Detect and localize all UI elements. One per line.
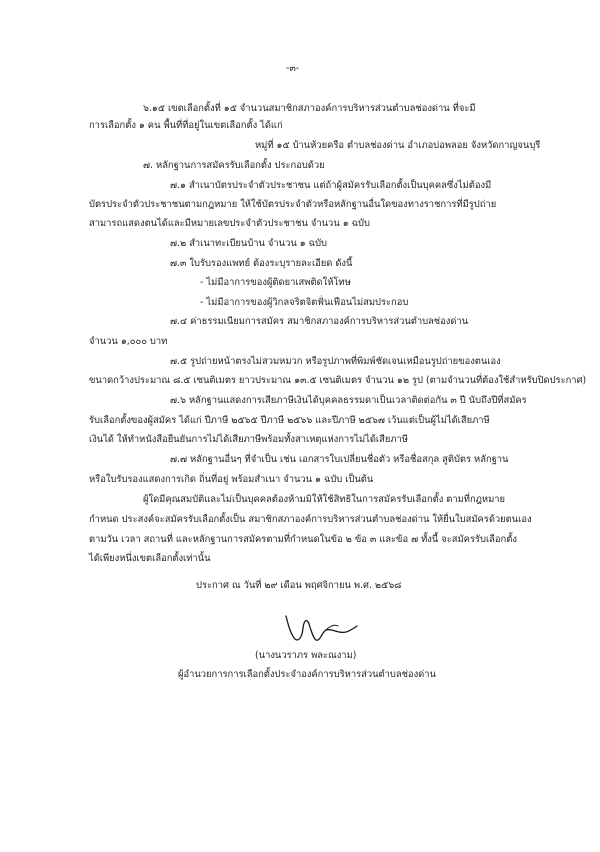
item-7-5-line-2: ขนาดกว้างประมาณ ๘.๕ เซนติเมตร ยาวประมาณ ๑๓.๕ เซนติเมตร จำนวน ๑๒ รูป (ตามจำนวนที่ต้องใช้สำหรับปิดประกาศ) <box>89 375 587 386</box>
item-7-7-line-1: ๗.๗ หลักฐานอื่นๆ ที่จำเป็น เช่น เอกสารใบเปลี่ยนชื่อตัว หรือชื่อสกุล สูติบัตร หลักฐาน <box>170 454 509 465</box>
signature <box>280 608 360 646</box>
item-7-5-line-1: ๗.๕ รูปถ่ายหน้าตรงไม่สวมหมวก หรือรูปภาพที่พิมพ์ชัดเจนเหมือนรูปถ่ายของตนเอง <box>170 356 501 367</box>
item-7-3: ๗.๓ ใบรับรองแพทย์ ต้องระบุรายละเอียด ดังนี้ <box>170 258 353 269</box>
item-7-4-line-1: ๗.๔ ค่าธรรมเนียมการสมัคร สมาชิกสภาองค์การบริหารส่วนตำบลช่องด่าน <box>170 316 469 327</box>
item-7-6-line-2: รับเลือกตั้งของผู้สมัคร ได้แก่ ปีภาษี ๒๕๖๕ ปีภาษี ๒๕๖๖ และปีภาษี ๒๕๖๗ เว้นแต่เป็นผู้ไม่ได้เสียภาษี <box>89 415 490 426</box>
signatory-title: ผู้อำนวยการการเลือกตั้งประจำองค์การบริหารส่วนตำบลช่องด่าน <box>178 669 436 680</box>
item-7-1-line-1: ๗.๑ สำเนาบัตรประจำตัวประชาชน แต่ถ้าผู้สมัครรับเลือกตั้งเป็นบุคคลซึ่งไม่ต้องมี <box>170 180 492 191</box>
item-7-3-sub-1: - ไม่มีอาการของผู้ติดยาเสพติดให้โทษ <box>200 277 351 288</box>
item-7-7-line-2: หรือใบรับรองแสดงการเกิด ถิ่นที่อยู่ พร้อมสำเนา จำนวน ๑ ฉบับ เป็นต้น <box>89 474 374 485</box>
announcement-date: ประกาศ ณ วันที่ ๒๙ เดือน พฤศจิกายน พ.ศ. ๒๕๖๘ <box>196 580 402 591</box>
item-7-4-line-2: จำนวน ๑,๐๐๐ บาท <box>89 336 168 347</box>
item-7-1-line-3: สามารถแสดงตนได้และมีหมายเลขประจำตัวประชาชน จำนวน ๑ ฉบับ <box>89 218 370 229</box>
paragraph-6-15-line-1: ๖.๑๕ เขตเลือกตั้งที่ ๑๕ จำนวนสมาชิกสภาองค์การบริหารส่วนตำบลช่องด่าน ที่จะมี <box>143 103 476 114</box>
closing-paragraph-line-3: ตามวัน เวลา สถานที่ และหลักฐานการสมัครตามที่กำหนดในข้อ ๒ ข้อ ๓ และข้อ ๗ ทั้งนี้ จะสมัครรับเลือกตั้ง <box>89 534 517 545</box>
item-7-2: ๗.๒ สำเนาทะเบียนบ้าน จำนวน ๑ ฉบับ <box>170 238 327 249</box>
item-7-1-line-2: บัตรประจำตัวประชาชนตามกฎหมาย ให้ใช้บัตรประจำตัวหรือหลักฐานอื่นใดของทางราชการที่มีรูปถ่าย <box>89 199 497 210</box>
signatory-name: (นางนวราภร พละณงาม) <box>255 650 357 661</box>
item-7-6-line-3: เงินได้ ให้ทำหนังสือยืนยันการไม่ได้เสียภาษีพร้อมทั้งสาเหตุแห่งการไม่ได้เสียภาษี <box>89 434 408 445</box>
closing-paragraph-line-4: ได้เพียงหนึ่งเขตเลือกตั้งเท่านั้น <box>89 553 211 564</box>
item-7-6-line-1: ๗.๖ หลักฐานแสดงการเสียภาษีเงินได้บุคคลธรรมดาเป็นเวลาติดต่อกัน ๓ ปี นับถึงปีที่สมัคร <box>170 395 527 406</box>
closing-paragraph-line-2: กำหนด ประสงค์จะสมัครรับเลือกตั้งเป็น สมาชิกสภาองค์การบริหารส่วนตำบลช่องด่าน ให้ยื่นใบสมัครด้วยตนเอง <box>89 514 532 525</box>
paragraph-6-15-line-3: หมู่ที่ ๑๕ บ้านห้วยครือ ตำบลช่องด่าน อำเภอบ่อพลอย จังหวัดกาญจนบุรี <box>255 140 541 151</box>
paragraph-6-15-line-2: การเลือกตั้ง ๑ คน พื้นที่ที่อยู่ในเขตเลือกตั้ง ได้แก่ <box>89 120 283 131</box>
section-7-heading: ๗. หลักฐานการสมัครรับเลือกตั้ง ประกอบด้วย <box>143 160 325 171</box>
page-number: -๓- <box>286 63 300 74</box>
item-7-3-sub-2: - ไม่มีอาการของผู้วิกลจริตจิตฟั่นเฟือนไม่สมประกอบ <box>200 297 409 308</box>
closing-paragraph-line-1: ผู้ใดมีคุณสมบัติและไม่เป็นบุคคลต้องห้ามมิให้ใช้สิทธิในการสมัครรับเลือกตั้ง ตามที่กฎหมาย <box>143 494 506 505</box>
